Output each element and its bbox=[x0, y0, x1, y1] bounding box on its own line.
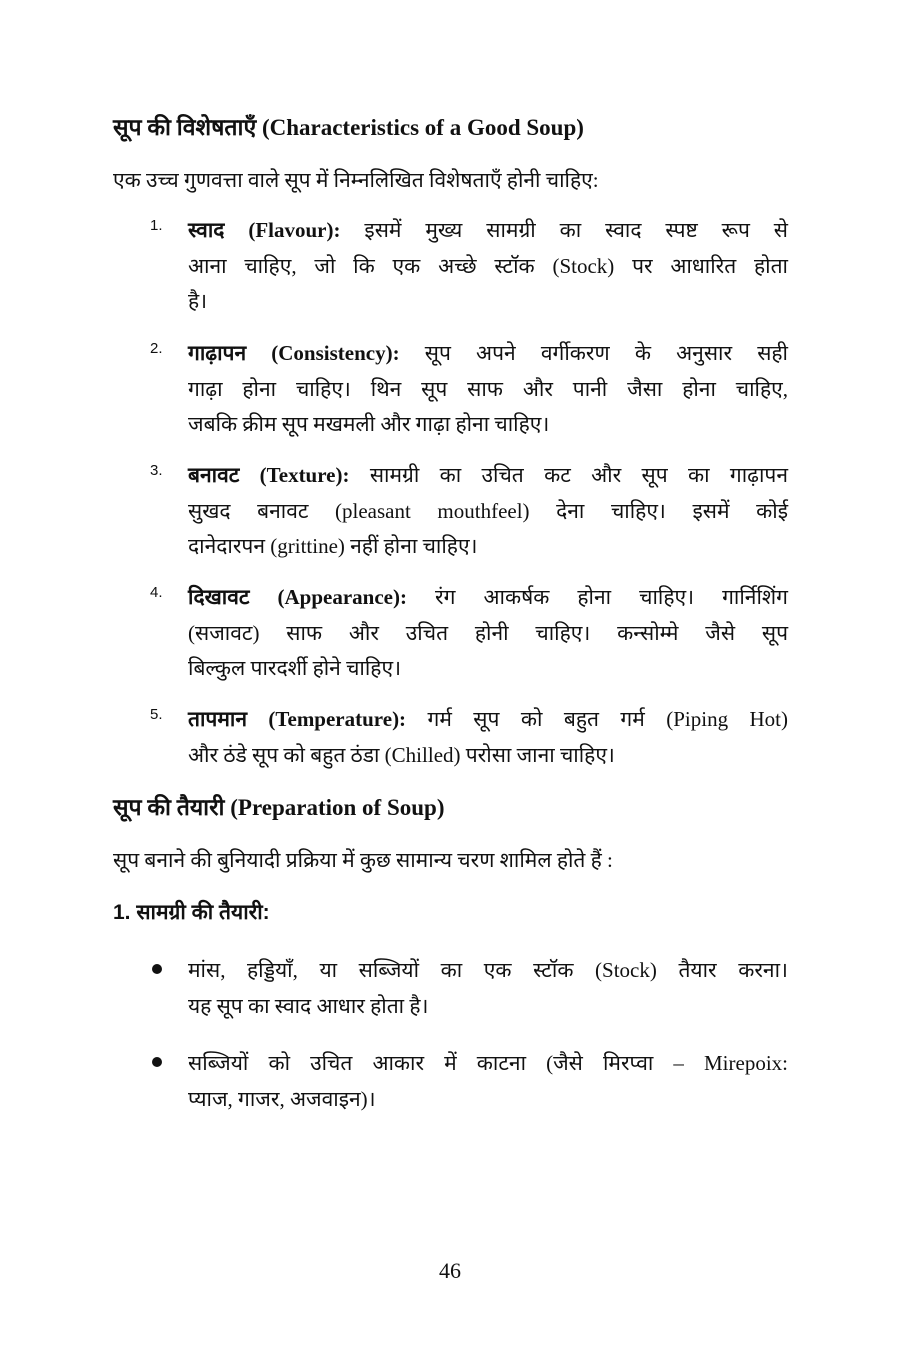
page-number: 46 bbox=[439, 1258, 461, 1283]
section-heading-characteristics: सूप की विशेषताएँ (Characteristics of a Good Soup) bbox=[113, 115, 584, 140]
section-intro-characteristics: एक उच्च गुणवत्ता वाले सूप में निम्नलिखित विशेषताएँ होनी चाहिए: bbox=[113, 168, 599, 192]
list-text-line: आना चाहिए, जो कि एक अच्छे स्टॉक (Stock) पर आधारित होता bbox=[188, 253, 788, 278]
bullet-icon bbox=[152, 964, 162, 974]
list-number: 5. bbox=[150, 706, 163, 723]
list-item-texture bbox=[150, 458, 790, 565]
list-number: 1. bbox=[150, 217, 163, 234]
list-text-line: सामग्री का उचित कट और सूप का गाढ़ापन bbox=[349, 463, 788, 487]
section-intro-preparation: सूप बनाने की बुनियादी प्रक्रिया में कुछ सामान्य चरण शामिल होते हैं : bbox=[113, 848, 613, 872]
list-item-flavour bbox=[150, 213, 790, 320]
list-number: 3. bbox=[150, 462, 163, 479]
subheading-ingredient-preparation: 1. सामग्री की तैयारी: bbox=[113, 901, 270, 924]
list-number: 4. bbox=[150, 584, 163, 601]
list-term: तापमान (Temperature): bbox=[188, 707, 407, 731]
list-text-line: रंग आकर्षक होना चाहिए। गार्निशिंग bbox=[406, 585, 788, 609]
bullet-text-line: प्याज, गाजर, अजवाइन)। bbox=[188, 1086, 376, 1111]
list-text-line: जबकि क्रीम सूप मखमली और गाढ़ा होना चाहिए। bbox=[188, 412, 550, 436]
list-item-consistency bbox=[150, 336, 790, 443]
list-term: बनावट (Texture): bbox=[188, 463, 350, 487]
list-text-line: इसमें मुख्य सामग्री का स्वाद स्पष्ट रूप से bbox=[340, 218, 789, 242]
list-text-line: (सजावट) साफ और उचित होनी चाहिए। कन्सोम्मे जैसे सूप bbox=[188, 620, 788, 645]
bullet-text-line: यह सूप का स्वाद आधार होता है। bbox=[188, 993, 429, 1018]
list-item-appearance bbox=[150, 580, 790, 687]
bullet-text-line: मांस, हड्डियाँ, या सब्जियों का एक स्टॉक (Stock) तैयार करना। bbox=[188, 958, 788, 982]
list-text-line: दानेदारपन (grittine) नहीं होना चाहिए। bbox=[188, 534, 478, 558]
list-term: दिखावट (Appearance): bbox=[188, 585, 407, 609]
list-text-line: और ठंडे सूप को बहुत ठंडा (Chilled) परोसा जाना चाहिए। bbox=[188, 742, 615, 767]
list-number: 2. bbox=[150, 340, 163, 357]
list-term: स्वाद (Flavour): bbox=[188, 218, 341, 242]
bullet-icon bbox=[152, 1057, 162, 1067]
bullet-text-line: सब्जियों को उचित आकार में काटना (जैसे मिरप्वा – Mirepoix: bbox=[188, 1051, 788, 1075]
list-text-line: बिल्कुल पारदर्शी होने चाहिए। bbox=[188, 656, 402, 680]
list-text-line: सुखद बनावट (pleasant mouthfeel) देना चाहिए। इसमें कोई bbox=[188, 498, 788, 523]
list-term: गाढ़ापन (Consistency): bbox=[188, 341, 400, 365]
bullet-item-vegetables bbox=[150, 1046, 790, 1117]
bullet-item-stock bbox=[150, 953, 790, 1024]
list-text-line: सूप अपने वर्गीकरण के अनुसार सही bbox=[399, 341, 788, 365]
list-text-line: गाढ़ा होना चाहिए। थिन सूप साफ और पानी जैसा होना चाहिए, bbox=[188, 376, 788, 401]
list-text-line: गर्म सूप को बहुत गर्म (Piping Hot) bbox=[406, 707, 788, 731]
list-item-temperature bbox=[150, 702, 790, 773]
section-heading-preparation: सूप की तैयारी (Preparation of Soup) bbox=[113, 795, 445, 820]
list-text-line: है। bbox=[188, 289, 208, 313]
